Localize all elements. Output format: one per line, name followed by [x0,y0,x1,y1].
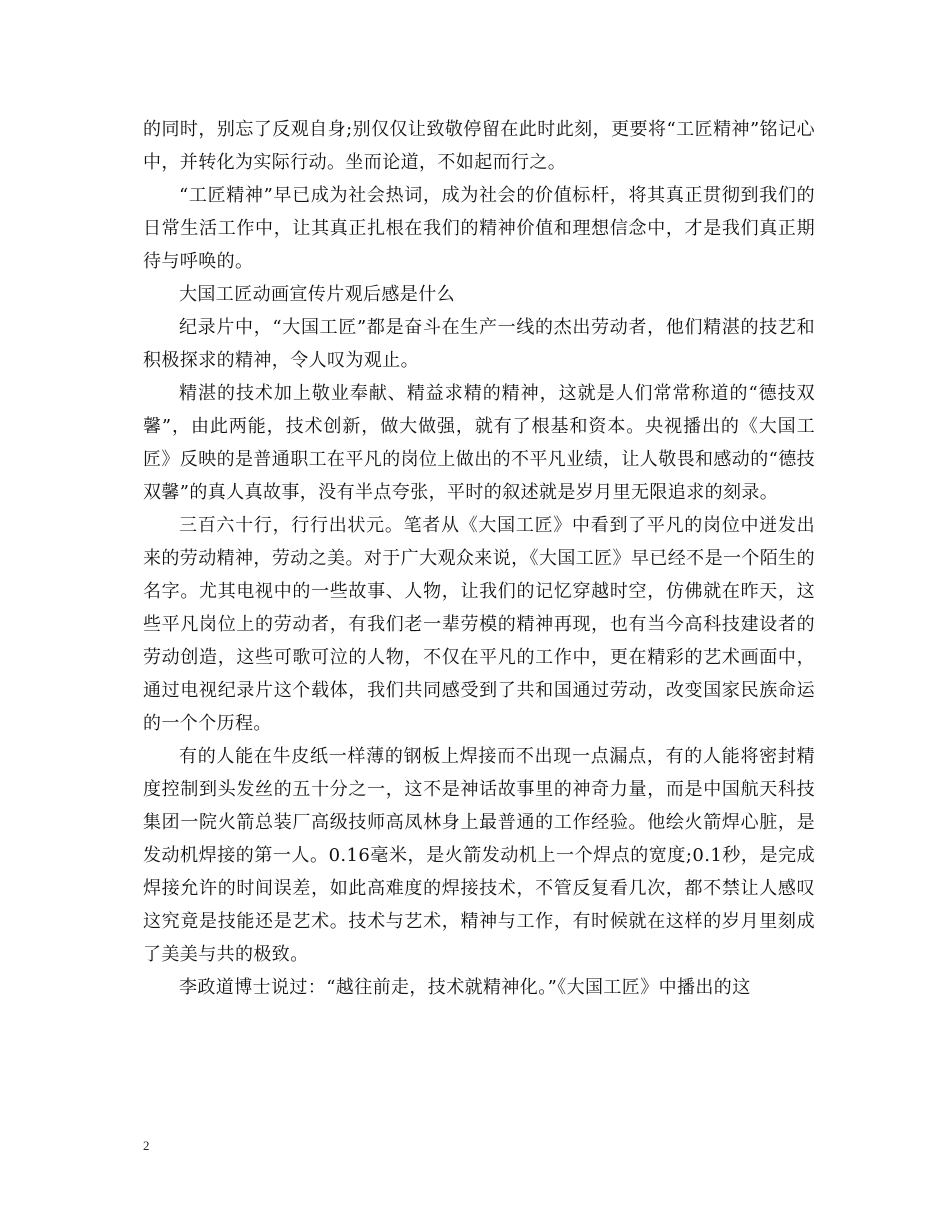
paragraph: 有的人能在牛皮纸一样薄的钢板上焊接而不出现一点漏点，有的人能将密封精度控制到头发丝的五十分之一，这不是神话故事里的神奇力量，而是中国航天科技集团一院火箭总装厂高级技师高凤林身上最普通的工作经验。他绘火箭焊心脏，是发动机焊接的第一人。0.16毫米，是火箭发动机上一个焊点的宽度;0.1秒，是完成焊接允许的时间误差，如此高难度的焊接技术，不管反复看几次，都不禁让人感叹这究竟是技能还是艺术。技术与艺术，精神与工作，有时候就在这样的岁月里刻成了美美与共的极致。 [143,746,815,965]
paragraph: 李政道博士说过：“越往前走，技术就精神化。”《大国工匠》中播出的这 [179,977,751,998]
paragraph: 三百六十行，行行出状元。笔者从《大国工匠》中看到了平凡的岗位中迸发出来的劳动精神，劳动之美。对于广大观众来说，《大国工匠》早已经不是一个陌生的名字。尤其电视中的一些故事、人物，让我们的记忆穿越时空，仿佛就在昨天，这些平凡岗位上的劳动者，有我们老一辈劳模的精神再现，也有当今高科技建设者的劳动创造，这些可歌可泣的人物，不仅在平凡的工作中，更在精彩的艺术画面中，通过电视纪录片这个载体，我们共同感受到了共和国通过劳动，改变国家民族命运的一个个历程。 [143,515,815,734]
paragraph: 精湛的技术加上敬业奉献、精益求精的精神，这就是人们常常称道的“德技双馨”，由此两能，技术创新，做大做强，就有了根基和资本。央视播出的《大国工匠》反映的是普通职工在平凡的岗位上做出的不平凡业绩，让人敬畏和感动的“德技双馨”的真人真故事，没有半点夸张，平时的叙述就是岁月里无限追求的刻录。 [143,383,815,503]
section-heading: 大国工匠动画宣传片观后感是什么 [179,284,455,305]
page-number: 2 [143,1138,150,1153]
paragraph-continuation: 的同时，别忘了反观自身;别仅仅让致敬停留在此时此刻，更要将“工匠精神”铭记心中，并转化为实际行动。坐而论道，不如起而行之。 [143,119,815,173]
document-body [143,113,815,1004]
paragraph: 纪录片中，“大国工匠”都是奋斗在生产一线的杰出劳动者，他们精湛的技艺和积极探求的精神，令人叹为观止。 [143,317,815,371]
paragraph: “工匠精神”早已成为社会热词，成为社会的价值标杆，将其真正贯彻到我们的日常生活工作中，让其真正扎根在我们的精神价值和理想信念中，才是我们真正期待与呼唤的。 [143,185,815,272]
